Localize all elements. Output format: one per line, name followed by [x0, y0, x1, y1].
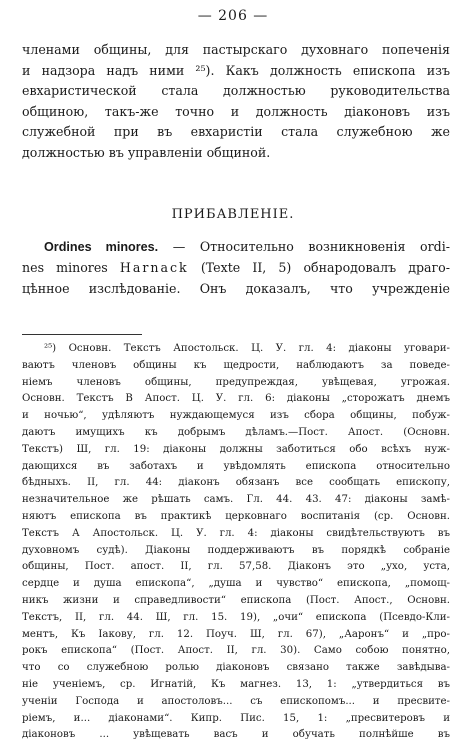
text-line — [22, 257, 450, 278]
footnote-line: духовномъ судѣ). Діаконы поддерживаютъ въ порядкѣ собраніе — [22, 544, 450, 556]
text-run: (Texte II, 5) обнародовалъ драго- — [188, 260, 450, 275]
section-paragraph — [22, 236, 450, 299]
section-heading: ПРИБАВЛЕНІЕ. — [171, 207, 295, 222]
footnote-line: ²⁵) Основн. Текстъ Апостольск. Ц. У. гл. 4: діаконы уговари- — [44, 343, 450, 354]
footnote-line: рокъ епископа“ (Пост. Апост. II, гл. 30). Само собою понятно, — [22, 645, 450, 657]
footnote-line: и ночью“, удѣляютъ нуждающемуся изъ сбора общины, побуж- — [22, 410, 450, 422]
text-run: nes minores — [22, 260, 120, 275]
main-paragraph — [22, 40, 450, 164]
text-line: и надзора надъ ними ²⁵). Какъ должность епископа изъ — [22, 62, 450, 78]
text-line: цѣнное изслѣдованіе. Онъ доказалъ, что учрежденіе — [22, 281, 450, 296]
section-lead-term: Ordines minores. — [44, 240, 159, 254]
footnote-line: сердце и душа епископа“, „душа и чувство“ епископа, „помощ- — [22, 578, 450, 590]
page-number: — 206 — — [197, 8, 269, 24]
footnote-line: няютъ епископа въ практикѣ церковнаго воспитанія (ср. Основн. — [22, 510, 450, 522]
footnote-line: діаконовъ ... увѣщевать васъ и обучать полнѣйше въ — [22, 729, 450, 741]
text-line: служебной при въ евхаристіи стала служебною же — [22, 124, 450, 140]
text-line: евхаристической стала должностью руководительства — [22, 83, 450, 99]
footnote-line: общины, Пост. апост. II, гл. 57,58. Діаконъ это „ухо, уста, — [22, 561, 450, 573]
footnote-line: ніе ученіемъ, ср. Игнатій, Къ магнез. 13, 1: „утвердиться въ — [22, 678, 450, 690]
footnote-line: Текстъ) Ш, гл. 19: діаконы должны заботиться обо всѣхъ нуж- — [22, 443, 450, 455]
text-line: должностью въ управленіи общиной. — [22, 144, 271, 160]
footnote-line: Текстъ, II, гл. 44. Ш, гл. 15. 19), „очи“ епископа (Псевдо-Кли- — [22, 611, 450, 623]
footnote-line: ваютъ членовъ общины къ щедрости, наблюдаютъ за поведе- — [22, 359, 450, 371]
footnote-line: бѣдныхъ. II, гл. 44: діаконъ обязанъ все сообщать епископу, — [22, 477, 450, 489]
footnote-line: ріемъ, и... діаконами“. Кипр. Пис. 15, 1: „пресвитеровъ и — [22, 712, 450, 724]
text-line — [22, 236, 450, 257]
footnote-line: дающихся въ заботахъ и увѣдомлять епископа относительно — [22, 460, 450, 472]
footnote-line: ментъ, Къ Іакову, гл. 12. Поуч. Ш, гл. 67), „Аaронъ“ и „про- — [22, 628, 450, 640]
footnote-divider — [22, 334, 142, 335]
text-line: общиною, такъ-же точно и должность діаконовъ изъ — [22, 103, 450, 119]
footnote-line: Текстъ А Апостольск. Ц. У. гл. 4: діаконы свидѣтельствуютъ въ — [22, 527, 450, 539]
footnote-line: даютъ имущихъ къ добрымъ дѣламъ.—Пост. Апост. (Основн. — [22, 426, 450, 438]
author-name: Harnack — [119, 260, 189, 275]
footnote-line: незначительное же рѣшать самъ. Гл. 44. 43. 47: діаконы замѣ- — [22, 494, 450, 506]
footnote-block — [22, 341, 450, 744]
footnote-line: что со служебною ролью діаконовъ связано также завѣдыва- — [22, 662, 450, 674]
footnote-line: ученіи Господа и апостоловъ... съ епископомъ... и пресвите- — [22, 695, 450, 707]
footnote-line: Основн. Текстъ В Апост. Ц. У. гл. 6: діаконы „сторожатъ днемъ — [22, 393, 450, 405]
footnote-line: никъ жизни и справедливости“ епископа (Пост. Апост., Основн. — [22, 594, 450, 606]
text-run: — Относительно возникновенія ordi- — [158, 239, 450, 254]
footnote-line: ніемъ членовъ общины, предупреждая, увѣщевая, угрожая. — [22, 376, 450, 388]
text-line: членами общины, для пастырскаго духовнаго попеченія — [22, 42, 450, 57]
